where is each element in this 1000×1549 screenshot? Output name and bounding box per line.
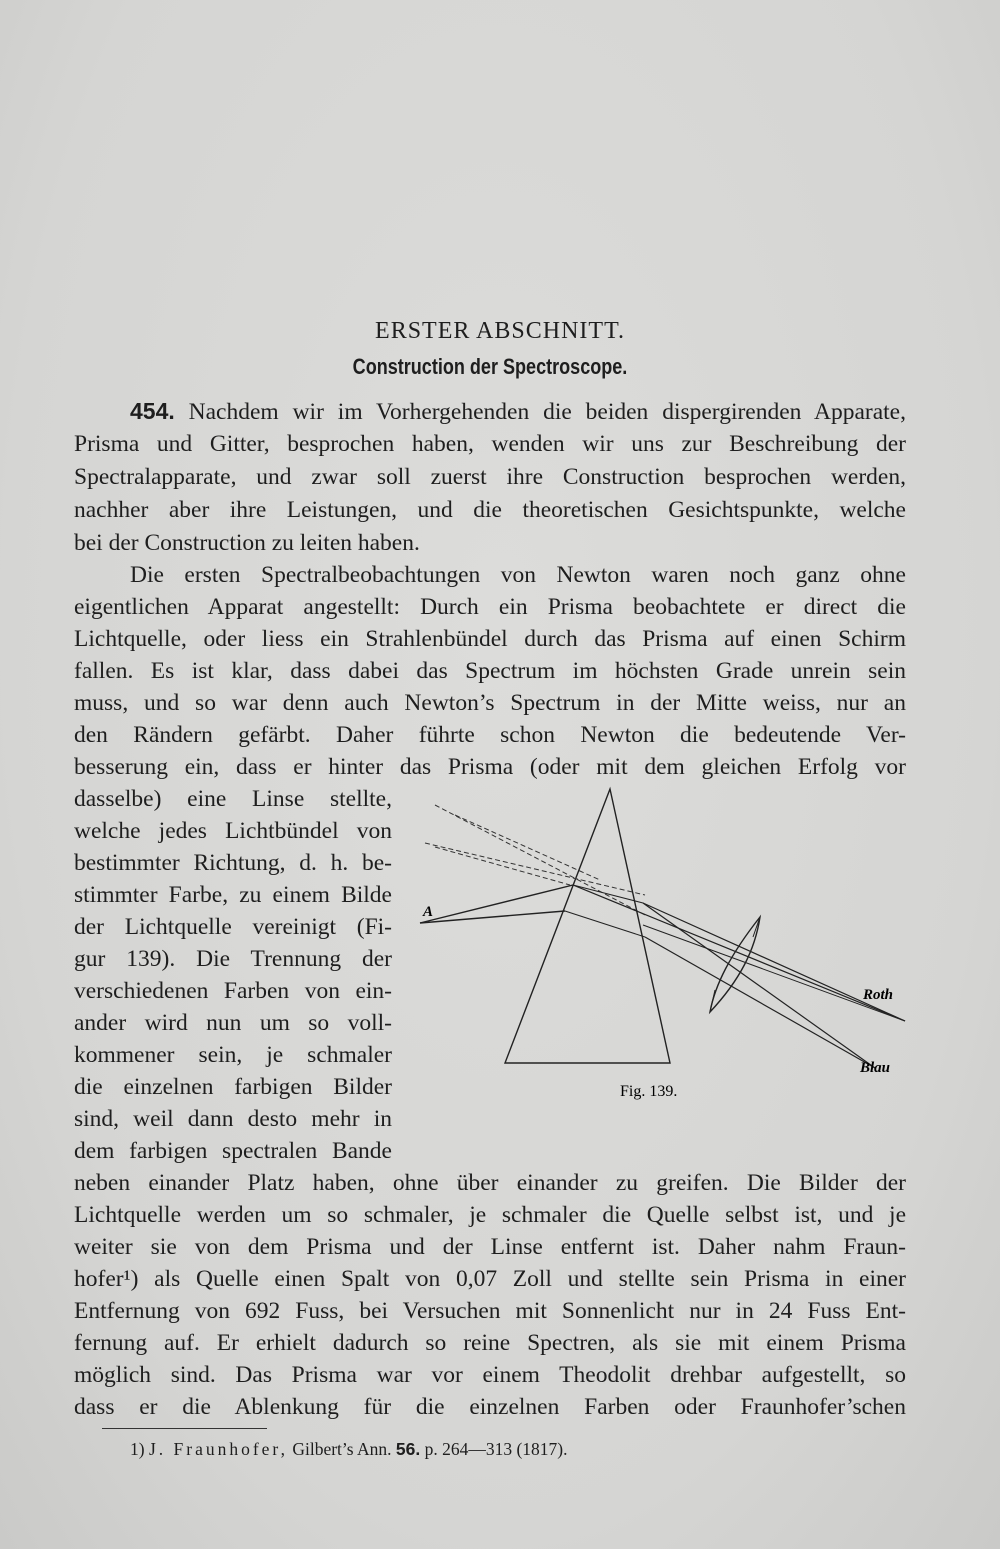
section-subtitle: Construction der Spectroscope. [352, 354, 628, 379]
footnote [130, 1432, 830, 1466]
paragraph-1-line-2: Prisma und Gitter, besprochen haben, wenden wir uns zur Beschreibung der [74, 431, 906, 457]
paragraph-2-after-6: fernung auf. Er erhielt dadurch so reine Spectren, als sie mit einem Prisma [74, 1330, 906, 1356]
footnote-pages: p. 264—313 (1817). [424, 1439, 568, 1459]
paragraph-2-after-4: hofer¹) als Quelle einen Spalt von 0,07 Zoll und stellte sein Prisma in einer [74, 1266, 906, 1292]
blue-ray-3 [643, 925, 905, 1021]
narrow-line-7: verschiedenen Farben von ein- [74, 978, 392, 1004]
paragraph-2-line-5: muss, und so war denn auch Newton’s Spectrum in der Mitte weiss, nur an [74, 690, 906, 716]
paragraph-2-after-5: Entfernung von 692 Fuss, bei Versuchen mit Sonnenlicht nur in 24 Fuss Ent- [74, 1298, 906, 1324]
dashed-ray-4 [435, 847, 570, 885]
paragraph-1-line-3: Spectralapparate, und zwar soll zuerst ihre Construction besprochen werden, [74, 464, 906, 490]
paragraph-1-line-5: bei der Construction zu leiten haben. [74, 530, 420, 556]
label-blau: Blau [860, 1060, 891, 1076]
blue-ray-2 [643, 903, 875, 1068]
narrow-line-5: der Lichtquelle vereinigt (Fi- [74, 914, 392, 940]
paragraph-2-line-6: den Rändern gefärbt. Daher führte schon Newton die bedeutende Ver- [74, 722, 906, 748]
narrow-line-10: die einzelnen farbigen Bilder [74, 1074, 392, 1100]
paragraph-2-line-4: fallen. Es ist klar, dass dabei das Spectrum im höchsten Grade unrein sein [74, 658, 906, 684]
figure-caption: Fig. 139. [620, 1083, 678, 1100]
paragraph-2-after-3: weiter sie von dem Prisma und der Linse entfernt ist. Daher nahm Fraun- [74, 1234, 906, 1260]
footnote-volume: 56. [395, 1439, 421, 1459]
red-ray-2 [573, 885, 905, 1021]
footnote-journal: Gilbert’s Ann. [292, 1439, 392, 1459]
narrow-line-2: welche jedes Lichtbündel von [74, 818, 392, 844]
footnote-rule [102, 1428, 267, 1429]
narrow-line-8: ander wird nun um so voll- [74, 1010, 392, 1036]
paragraph-2-after-7: möglich sind. Das Prisma war vor einem Theodolit drehbar aufgestellt, so [74, 1362, 906, 1388]
narrow-line-6: gur 139). Die Trennung der [74, 946, 392, 972]
figure-139 [415, 775, 915, 1120]
paragraph-2-line-3: Lichtquelle, oder liess ein Strahlenbündel durch das Prisma auf einen Schirm [74, 626, 906, 652]
paragraph-1-line-1-text: Nachdem wir im Vorhergehenden die beiden dispergirenden Apparate, [188, 399, 906, 425]
paragraph-1-line-4: nachher aber ihre Leistungen, und die theoretischen Gesichtspunkte, welche [74, 497, 906, 523]
paragraph-2-line-7: besserung ein, dass er hinter das Prisma (oder mit dem gleichen Erfolg vor [74, 754, 906, 780]
footnote-author: J. Fraunhofer, [148, 1439, 288, 1459]
narrow-line-4: stimmter Farbe, zu einem Bilde [74, 882, 392, 908]
paragraph-2-line-2: eigentlichen Apparat angestellt: Durch ein Prisma beobachtete er direct die [74, 594, 906, 620]
label-source-a: A [423, 904, 434, 920]
dashed-ray-1 [435, 805, 645, 915]
footnote-marker: 1) [130, 1439, 145, 1459]
paragraph-2-after-8: dass er die Ablenkung für die einzelnen Farben oder Fraunhofer’schen [74, 1394, 906, 1420]
inner-ray-2 [565, 911, 645, 937]
paragraph-2-after-1: neben einander Platz haben, ohne über einander zu greifen. Die Bilder der [74, 1170, 906, 1196]
section-heading: ERSTER ABSCHNITT. [375, 318, 625, 344]
label-roth: Roth [863, 987, 894, 1003]
section-number: 454. [130, 398, 175, 424]
narrow-line-12: dem farbigen spectralen Bande [74, 1138, 392, 1164]
paragraph-2-line-1: Die ersten Spectralbeobachtungen von Newton waren noch ganz ohne [130, 562, 906, 588]
narrow-line-3: bestimmter Richtung, d. h. be- [74, 850, 392, 876]
narrow-line-11: sind, weil dann desto mehr in [74, 1106, 392, 1132]
narrow-line-9: kommener sein, je schmaler [74, 1042, 392, 1068]
blue-ray-1 [645, 937, 875, 1068]
paragraph-2-after-2: Lichtquelle werden um so schmaler, je schmaler die Quelle selbst ist, und je [74, 1202, 906, 1228]
narrow-line-1: dasselbe) eine Linse stellte, [74, 786, 392, 812]
red-ray-1 [643, 903, 905, 1021]
prism-lens-diagram [415, 775, 915, 1120]
dashed-ray-3 [425, 843, 645, 895]
paragraph-1-line-1 [130, 394, 906, 428]
